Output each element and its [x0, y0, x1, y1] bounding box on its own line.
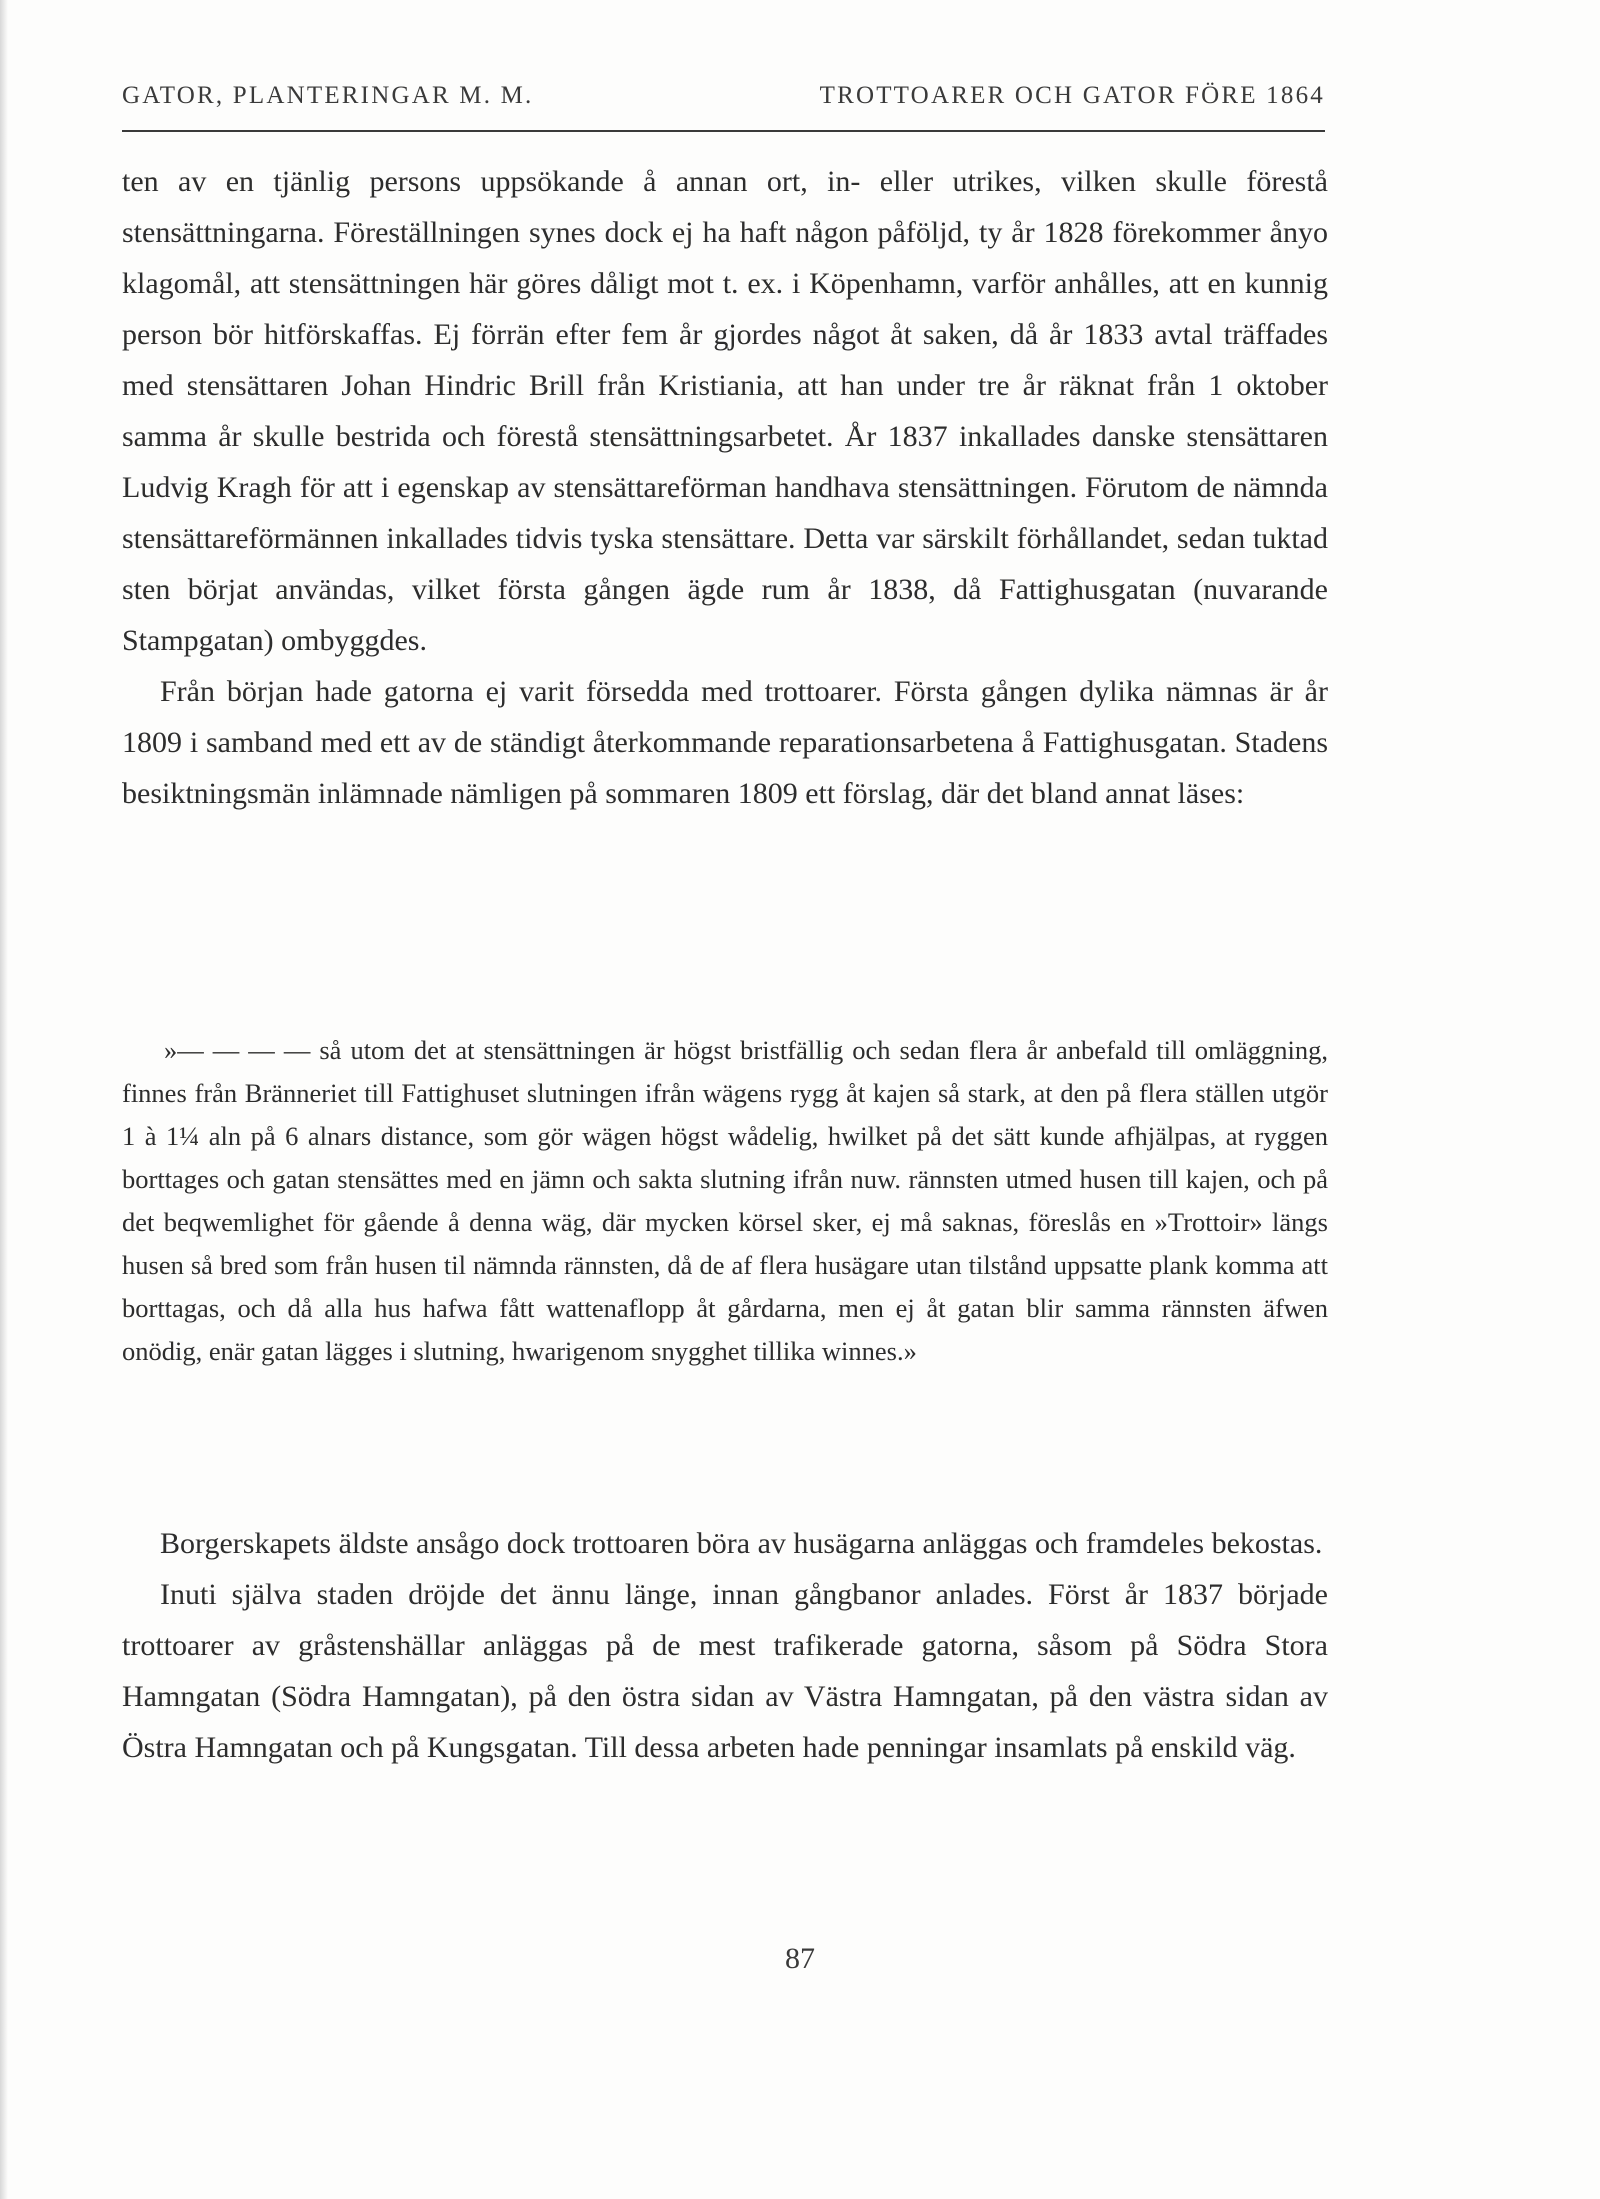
- paragraph-3: Borgerskapets äldste ansågo dock trottoaren böra av husägarna anläggas och framdeles bekostas.: [160, 1527, 1323, 1560]
- closing-text: [122, 1518, 1328, 1773]
- paragraph-4: Inuti själva staden dröjde det ännu länge, innan gångbanor anlades. Först år 1837 började trottoarer av gråstenshällar anläggas på de mest trafikerade gatorna, såsom på Södra Stora Hamngatan (Södra Hamngatan), på den östra sidan av Västra Hamngatan, på den västra sidan av Östra Hamngatan och på Kungsgatan. Till dessa arbeten hade penningar insamlats på enskild väg.: [122, 1578, 1328, 1764]
- paragraph-1: ten av en tjänlig persons uppsökande å annan ort, in- eller utrikes, vilken skulle förestå stensättningarna. Föreställningen synes dock ej ha haft någon påföljd, ty år 1828 förekommer ånyo klagomål, att stensättningen här göres dåligt mot t. ex. i Köpenhamn, varför anhålles, att en kunnig person bör hitförskaffas. Ej förrän efter fem år gjordes något åt saken, då år 1833 avtal träffades med stensättaren Johan Hindric Brill från Kristiania, att han under tre år räknat från 1 oktober samma år skulle bestrida och förestå stensättningsarbetet. År 1837 inkallades danske stensättaren Ludvig Kragh för att i egenskap av stensättareförman handhava stensättningen. Förutom de nämnda stensättareförmännen inkallades tidvis tyska stensättare. Detta var särskilt förhållandet, sedan tuktad sten börjat användas, vilket första gången ägde rum år 1838, då Fattighusgatan (nuvarande Stampgatan) ombyggdes.: [122, 165, 1328, 657]
- block-quote: [122, 1029, 1328, 1373]
- quote-text: »— — — — så utom det at stensättningen är högst bristfällig och sedan flera år anbefald till omläggning, finnes från Bränneriet till Fattighuset slutningen ifrån wägens rygg åt kajen så stark, at den på flera ställen utgör 1 à 1¼ aln på 6 alnars distance, som gör wägen högst wådelig, hwilket på det sätt kunde afhjälpas, at ryggen borttages och gatan stensättes med en jämn och sakta slutning ifrån nuw. rännsten utmed husen till kajen, och på det beqwemlighet för gående å denna wäg, där mycken körsel sker, ej må saknas, föreslås en »Trottoir» längs husen så bred som från husen til nämnda rännsten, då de af flera husägare utan tilstånd uppsatte plank komma att borttagas, och då alla hus hafwa fått wattenaflopp åt gårdarna, men ej åt gatan blir samma rännsten äfwen onödig, enär gatan lägges i slutning, hwarigenom snygghet tillika winnes.»: [122, 1035, 1328, 1366]
- page-number: 87: [785, 1942, 815, 1975]
- main-text: [122, 156, 1328, 819]
- running-header: [122, 82, 1325, 132]
- page-edge-shadow: [0, 0, 8, 2199]
- header-left-title: GATOR, PLANTERINGAR M. M.: [122, 82, 534, 109]
- paragraph-2: Från början hade gatorna ej varit försedda med trottoarer. Första gången dylika nämnas är år 1809 i samband med ett av de ständigt återkommande reparationsarbetena å Fattighusgatan. Stadens besiktningsmän inlämnade nämligen på sommaren 1809 ett förslag, där det bland annat läses:: [122, 675, 1328, 810]
- header-right-title: TROTTOARER OCH GATOR FÖRE 1864: [819, 82, 1325, 109]
